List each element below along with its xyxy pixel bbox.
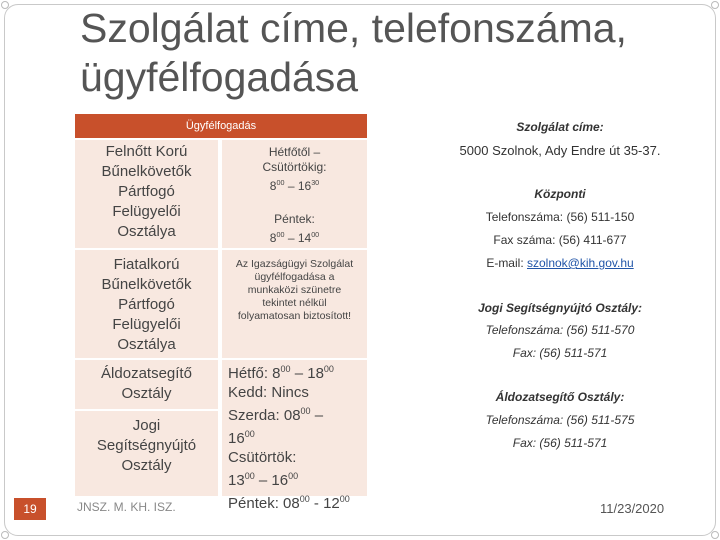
- central-fax: Fax száma: (56) 411-677: [493, 233, 627, 247]
- schedule-friday: [228, 490, 367, 513]
- hours-sup: 00: [276, 230, 285, 239]
- hours-adult-mon-thu: [222, 145, 367, 194]
- row-cell-victim-support: [75, 360, 218, 409]
- row-cell-legal-aid: [75, 411, 218, 496]
- schedule-text: Hétfő: 8: [228, 365, 281, 382]
- table-header: Ügyfélfogadás: [75, 114, 367, 138]
- hours-line: Hétfőtől –: [268, 145, 321, 159]
- slide-date: 11/23/2020: [600, 501, 665, 516]
- service-note: Az Igazságügyi Szolgálat ügyfélfogadása a munkaközi szünetre tekintet nélkül folyamatosan biztosított!: [235, 258, 354, 322]
- schedule-text: – 18: [290, 365, 324, 382]
- email-label: E-mail:: [486, 256, 527, 270]
- hours-line: Csütörtökig:: [262, 160, 327, 174]
- address-text: 5000 Szolnok, Ady Endre út 35-37.: [459, 143, 661, 158]
- weekly-schedule: [228, 360, 367, 513]
- hours-sup: 00: [276, 178, 285, 187]
- schedule-thursday-hours: [228, 467, 367, 490]
- row-cell-juvenile: [75, 250, 218, 358]
- schedule-sup: 00: [244, 471, 255, 481]
- row-label-legal-aid: Jogi Segítségnyújtó Osztály: [96, 417, 197, 474]
- frame-ring-bottom-right: [711, 531, 719, 539]
- hours-sup: 00: [311, 230, 320, 239]
- row-label-adult: Felnőtt Korú Bűnelkövetők Pártfogó Felügyelői Osztálya: [101, 143, 192, 240]
- frame-ring-bottom-left: [1, 531, 9, 539]
- schedule-sup: 00: [299, 494, 310, 504]
- schedule-wednesday: [228, 402, 367, 425]
- schedule-sup: 00: [300, 406, 311, 416]
- footer-text: JNSZ. M. KH. ISZ.: [77, 500, 176, 514]
- schedule-sup: 00: [280, 364, 291, 374]
- hours-text: – 16: [284, 179, 312, 193]
- schedule-sup: 00: [288, 471, 299, 481]
- legal-aid-heading: Jogi Segítségnyújtó Osztály:: [477, 301, 643, 315]
- hours-text: 8: [269, 179, 277, 193]
- hours-sup: 30: [311, 178, 320, 187]
- email-line: [410, 256, 710, 270]
- hours-line: Péntek:: [274, 212, 315, 226]
- hours-line: [222, 227, 367, 246]
- hours-cell-shared: [222, 360, 367, 512]
- hours-text: 8: [269, 231, 277, 245]
- central-heading: Központi: [534, 187, 586, 201]
- schedule-wednesday-end: [228, 425, 367, 448]
- schedule-text: - 12: [309, 495, 340, 512]
- schedule-text: –: [310, 407, 324, 424]
- schedule-text: 13: [228, 472, 245, 489]
- legal-aid-phone: Telefonszáma: (56) 511-570: [485, 323, 635, 337]
- schedule-sup: 00: [244, 429, 255, 439]
- schedule-text: 16: [228, 430, 245, 447]
- schedule-text: Péntek: 08: [228, 495, 300, 512]
- schedule-text: – 16: [254, 472, 289, 489]
- address-heading: Szolgálat címe:: [516, 120, 604, 134]
- slide-number: 19: [14, 498, 46, 520]
- hours-text: – 14: [284, 231, 312, 245]
- schedule-sup: 00: [323, 364, 334, 374]
- central-phone: Telefonszáma: (56) 511-150: [485, 210, 635, 224]
- schedule-monday: [228, 360, 367, 383]
- victim-support-phone: Telefonszáma: (56) 511-575: [485, 413, 635, 427]
- victim-support-heading: Áldozatsegítő Osztály:: [495, 390, 625, 404]
- hours-line: [222, 175, 367, 194]
- frame-ring-top-right: [711, 1, 719, 9]
- victim-support-fax: Fax: (56) 511-571: [512, 436, 608, 450]
- schedule-tuesday: Kedd: Nincs: [228, 384, 309, 401]
- schedule-sup: 00: [339, 494, 350, 504]
- frame-ring-top-left: [1, 1, 9, 9]
- row-cell-adult: [75, 140, 218, 248]
- hours-cell-adult: [222, 140, 367, 248]
- legal-aid-fax: Fax: (56) 511-571: [512, 346, 608, 360]
- email-link[interactable]: szolnok@kih.gov.hu: [526, 256, 634, 270]
- schedule-text: Szerda: 08: [228, 407, 301, 424]
- row-label-victim-support: Áldozatsegítő Osztály: [101, 365, 192, 402]
- slide-title: Szolgálat címe, telefonszáma, ügyfélfogadása: [80, 5, 627, 100]
- row-label-juvenile: Fiatalkorú Bűnelkövetők Pártfogó Felügyelői Osztálya: [101, 256, 192, 353]
- hours-cell-juvenile: [222, 250, 367, 358]
- hours-adult-fri: [222, 212, 367, 246]
- schedule-thursday: Csütörtök:: [228, 449, 297, 466]
